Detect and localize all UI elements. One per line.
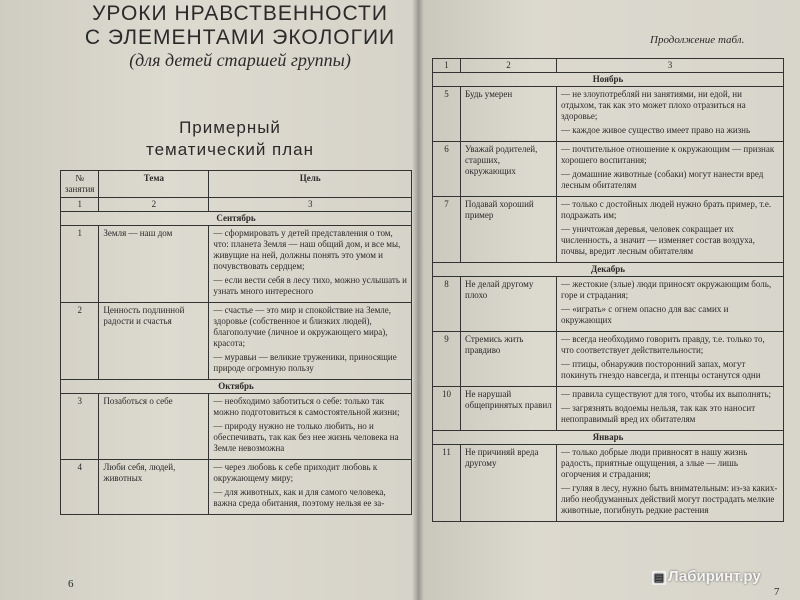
goal-item: — загрязнять водоемы нельзя, так как это наносит непоправимый вред их обитателям xyxy=(561,403,756,424)
watermark-logo xyxy=(652,568,761,585)
col-header-topic: Тема xyxy=(99,171,209,198)
lesson-number: 10 xyxy=(433,387,461,431)
page-subtitle: (для детей старшей группы) xyxy=(129,50,351,70)
month-label: Январь xyxy=(433,431,784,445)
lesson-topic: Уважай родителей, старших, окружающих xyxy=(461,142,557,197)
goal-item: — если вести себя в лесу тихо, можно услышать и узнать много интересного xyxy=(213,275,407,296)
index-cell: 2 xyxy=(461,59,557,73)
table-row xyxy=(433,332,784,387)
lesson-goal xyxy=(557,87,784,142)
lesson-goal xyxy=(557,277,784,332)
lesson-goal xyxy=(209,226,412,303)
goal-item: — через любовь к себе приходит любовь к окружающему миру; xyxy=(213,462,378,483)
table-row xyxy=(433,197,784,263)
goal-item: — правила существуют для того, чтобы их выполнять; xyxy=(561,389,772,399)
goal-item: — только добрые люди привносят в нашу жизнь радость, приятные ощущения, а злые — лишь огорчения и страдания; xyxy=(561,447,748,479)
col-header-num: № занятия xyxy=(61,171,99,198)
lesson-topic: Земля — наш дом xyxy=(99,226,209,303)
month-label: Сентябрь xyxy=(61,212,412,226)
lesson-number: 8 xyxy=(433,277,461,332)
lesson-goal xyxy=(209,460,412,515)
month-label: Декабрь xyxy=(433,263,784,277)
table-row xyxy=(433,142,784,197)
continuation-label: Продолжение табл. xyxy=(650,34,745,46)
index-cell: 1 xyxy=(61,198,99,212)
index-cell: 3 xyxy=(557,59,784,73)
lesson-number: 5 xyxy=(433,87,461,142)
book-gutter xyxy=(412,0,424,600)
lesson-goal xyxy=(557,197,784,263)
lesson-goal xyxy=(209,303,412,380)
theme-plan-table-right xyxy=(432,58,784,522)
index-row xyxy=(433,59,784,73)
goal-item: — уничтожая деревья, человек сокращает их численность, а значит — изменяет состав воздуха, почвы, вредит лесным обитателям xyxy=(561,224,755,256)
table-row xyxy=(61,394,412,460)
lesson-goal xyxy=(209,394,412,460)
lesson-number: 11 xyxy=(433,445,461,522)
goal-item: — каждое живое существо имеет право на жизнь xyxy=(561,125,751,135)
col-header-goal: Цель xyxy=(209,171,412,198)
lesson-number: 7 xyxy=(433,197,461,263)
goal-item: — не злоупотребляй ни занятиями, ни едой, ни отдыхом, так как это может плохо отразиться на здоровье; xyxy=(561,89,746,121)
table-row xyxy=(433,277,784,332)
index-cell: 1 xyxy=(433,59,461,73)
month-row xyxy=(433,73,784,87)
lesson-topic: Позаботься о себе xyxy=(99,394,209,460)
table-row xyxy=(433,445,784,522)
lesson-goal xyxy=(557,332,784,387)
page-number-right: 7 xyxy=(774,586,780,598)
month-label: Ноябрь xyxy=(433,73,784,87)
goal-item: — для животных, как и для самого человека, важна среда обитания, поэтому нельзя ее за- xyxy=(213,487,386,508)
lesson-topic: Не нарушай общепринятых правил xyxy=(461,387,557,431)
lesson-goal xyxy=(557,387,784,431)
goal-item: — почтительное отношение к окружающим — признак хорошего воспитания; xyxy=(561,144,775,165)
lesson-number: 3 xyxy=(61,394,99,460)
table-row xyxy=(61,303,412,380)
month-label: Октябрь xyxy=(61,380,412,394)
lesson-number: 1 xyxy=(61,226,99,303)
month-row xyxy=(61,380,412,394)
lesson-number: 4 xyxy=(61,460,99,515)
book-icon: ▤ xyxy=(653,572,665,584)
table-row xyxy=(433,87,784,142)
lesson-topic: Подавай хороший пример xyxy=(461,197,557,263)
index-row xyxy=(61,198,412,212)
goal-item: — необходимо заботиться о себе: только так можно подготовиться к самостоятельной жизни; xyxy=(213,396,400,417)
watermark-text: Лабиринт.ру xyxy=(668,568,761,585)
lesson-topic: Люби себя, людей, животных xyxy=(99,460,209,515)
goal-item: — гуляя в лесу, нужно быть внимательным: из-за каких-либо необдуманных действий могут пострадать мелкие животные, погибнуть редкие растения xyxy=(561,483,778,515)
lesson-topic: Не делай другому плохо xyxy=(461,277,557,332)
page-number-left: 6 xyxy=(68,578,74,590)
lesson-goal xyxy=(557,445,784,522)
lesson-topic: Ценность подлинной радости и счастья xyxy=(99,303,209,380)
table-row xyxy=(61,460,412,515)
goal-item: — домашние животные (собаки) могут нанести вред лесным обитателям xyxy=(561,169,764,190)
goal-item: — только с достойных людей нужно брать пример, т.е. подражать им; xyxy=(561,199,772,220)
month-row xyxy=(433,263,784,277)
month-row xyxy=(433,431,784,445)
page-title-line1: УРОКИ НРАВСТВЕННОСТИ xyxy=(92,2,388,25)
goal-item: — всегда необходимо говорить правду, т.е. только то, что соответствует действительности; xyxy=(561,334,765,355)
month-row xyxy=(61,212,412,226)
theme-plan-table-left xyxy=(60,170,412,515)
goal-item: — жестокие (злые) люди приносят окружающим боль, горе и страдания; xyxy=(561,279,772,300)
index-cell: 3 xyxy=(209,198,412,212)
lesson-topic: Будь умерен xyxy=(461,87,557,142)
lesson-number: 9 xyxy=(433,332,461,387)
goal-item: — сформировать у детей представления о том, что: планета Земля — наш общий дом, и все мы, живущие на ней, должны понять это умом и почувствовать сердцем; xyxy=(213,228,401,271)
goal-item: — муравьи — великие труженики, приносящие природе огромную пользу xyxy=(213,352,397,373)
plan-heading-line2: тематический план xyxy=(145,140,315,159)
lesson-topic: Не причиняй вреда другому xyxy=(461,445,557,522)
goal-item: — «играть» с огнем опасно для вас самих и окружающих xyxy=(561,304,729,325)
table-header-row xyxy=(61,171,412,198)
goal-item: — птицы, обнаружив посторонний запах, могут покинуть гнездо навсегда, и птенцы останутся одни xyxy=(561,359,761,380)
goal-item: — природу нужно не только любить, но и обеспечивать, так как без нее жизнь человека на Земле невозможна xyxy=(213,421,399,453)
table-row xyxy=(433,387,784,431)
lesson-topic: Стремись жить правдиво xyxy=(461,332,557,387)
lesson-number: 2 xyxy=(61,303,99,380)
lesson-goal xyxy=(557,142,784,197)
index-cell: 2 xyxy=(99,198,209,212)
table-row xyxy=(61,226,412,303)
plan-heading-line1: Примерный xyxy=(179,118,281,137)
lesson-number: 6 xyxy=(433,142,461,197)
page-title-line2: С ЭЛЕМЕНТАМИ ЭКОЛОГИИ xyxy=(84,26,396,49)
goal-item: — счастье — это мир и спокойствие на Земле, здоровье (собственное и близких людей), благополучие (личное и окружающего мира), красота; xyxy=(213,305,392,348)
